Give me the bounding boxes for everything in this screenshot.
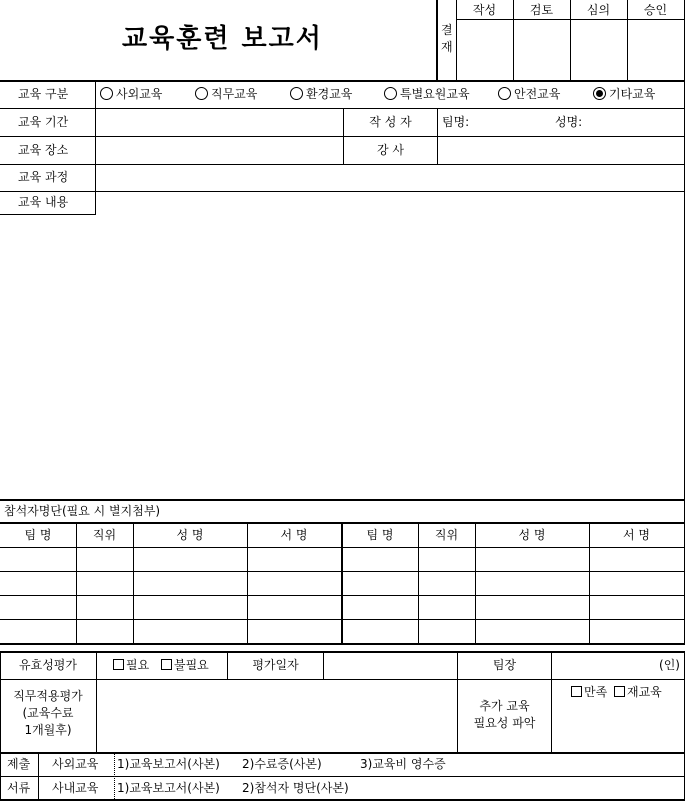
noneed-option[interactable] — [161, 658, 209, 672]
type-option[interactable] — [593, 87, 655, 101]
external-doc-item: 3)교육비 영수증 — [360, 757, 446, 771]
col-header-name: 성 명 — [176, 528, 204, 542]
col-header-name: 성 명 — [518, 528, 546, 542]
attendees-title: 참석자명단(필요 시 별지첨부) — [4, 504, 161, 518]
internal-doc-item: 2)참석자 명단(사본) — [242, 781, 349, 795]
name-label: 성명: — [555, 115, 583, 129]
col-line — [38, 752, 39, 799]
col-header-signature: 서 명 — [280, 528, 308, 542]
satisfied-option[interactable] — [571, 685, 607, 699]
dotted-divider — [114, 753, 115, 799]
content-field[interactable] — [96, 192, 684, 498]
row-line — [0, 776, 685, 777]
place-label: 교육 장소 — [18, 143, 69, 157]
instructor-field[interactable] — [438, 137, 684, 164]
type-option[interactable] — [498, 87, 560, 101]
job-eval-label: (교육수료 — [22, 706, 74, 720]
external-doc-item: 2)수료증(사본) — [242, 757, 322, 771]
col-header-position: 직위 — [434, 528, 459, 542]
approval-col-approve: 승인 — [643, 3, 668, 17]
team-label: 팀명: — [442, 115, 470, 129]
section-line — [0, 499, 685, 501]
author-label: 작 성 자 — [369, 115, 412, 129]
approval-sign-write[interactable] — [457, 20, 513, 80]
approval-sign-approve[interactable] — [628, 20, 684, 80]
eval-date-label: 평가일자 — [252, 658, 299, 672]
satisfied-checkbox[interactable] — [571, 686, 582, 697]
extra-edu-label: 추가 교육 — [479, 699, 530, 713]
course-field[interactable] — [96, 165, 684, 191]
type-option[interactable] — [290, 87, 352, 101]
type-radio-group — [100, 87, 680, 101]
eval-date-field[interactable] — [324, 652, 457, 679]
row-line — [0, 214, 96, 215]
validity-label: 유효성평가 — [19, 658, 77, 672]
period-label: 교육 기간 — [18, 115, 69, 129]
approval-box-border — [436, 0, 438, 80]
noneed-label: 불필요 — [174, 658, 209, 672]
need-option[interactable] — [113, 658, 149, 672]
type-option-label: 직무교육 — [211, 87, 258, 101]
approval-col-review: 검토 — [529, 3, 554, 17]
retrain-option[interactable] — [614, 685, 662, 699]
job-eval-field[interactable] — [97, 680, 457, 752]
radio-button[interactable] — [593, 87, 606, 100]
approval-sign-deliberate[interactable] — [571, 20, 627, 80]
type-label: 교육 구분 — [18, 87, 69, 101]
radio-button[interactable] — [195, 87, 208, 100]
radio-button[interactable] — [290, 87, 303, 100]
submission-label: 제출 — [7, 757, 31, 771]
period-field[interactable] — [96, 109, 343, 136]
content-label: 교육 내용 — [18, 195, 69, 209]
job-eval-label: 직무적용평가 — [13, 689, 83, 703]
leader-label: 팀장 — [492, 658, 517, 672]
page-title: 교육훈련 보고서 — [122, 24, 323, 54]
place-field[interactable] — [96, 137, 343, 164]
submission-label: 서류 — [7, 781, 31, 795]
type-option[interactable] — [384, 87, 470, 101]
need-label: 필요 — [126, 658, 150, 672]
course-label: 교육 과정 — [18, 170, 69, 184]
approval-col-write: 작성 — [472, 3, 497, 17]
satisfied-label: 만족 — [584, 685, 608, 699]
approval-label: 결 — [441, 23, 453, 37]
radio-button[interactable] — [384, 87, 397, 100]
need-checkbox[interactable] — [113, 659, 124, 670]
instructor-label: 강 사 — [377, 143, 404, 157]
external-doc-item: 1)교육보고서(사본) — [117, 757, 220, 771]
approval-label: 재 — [441, 40, 453, 54]
seal-label: (인) — [659, 658, 680, 672]
section-line — [0, 643, 685, 645]
type-option-label: 안전교육 — [514, 87, 561, 101]
section-line — [0, 80, 685, 82]
retrain-label: 재교육 — [627, 685, 662, 699]
type-option-label: 특별요원교육 — [400, 87, 470, 101]
internal-edu-label: 사내교육 — [52, 781, 99, 795]
section-line — [0, 752, 685, 754]
type-option[interactable] — [195, 87, 257, 101]
internal-doc-item: 1)교육보고서(사본) — [117, 781, 220, 795]
noneed-checkbox[interactable] — [161, 659, 172, 670]
type-option-label: 환경교육 — [306, 87, 353, 101]
approval-sign-review[interactable] — [514, 20, 570, 80]
retrain-checkbox[interactable] — [614, 686, 625, 697]
col-header-signature: 서 명 — [623, 528, 650, 542]
type-option-label: 기타교육 — [609, 87, 656, 101]
extra-edu-label: 필요성 파악 — [473, 716, 536, 730]
radio-button[interactable] — [498, 87, 511, 100]
radio-button[interactable] — [100, 87, 113, 100]
type-option[interactable] — [100, 87, 162, 101]
job-eval-label: 1개월후) — [24, 723, 72, 737]
col-header-position: 직위 — [92, 528, 117, 542]
col-header-team: 팀 명 — [24, 528, 52, 542]
type-option-label: 사외교육 — [116, 87, 163, 101]
col-header-team: 팀 명 — [366, 528, 394, 542]
external-edu-label: 사외교육 — [52, 757, 99, 771]
approval-col-deliberate: 심의 — [586, 3, 611, 17]
